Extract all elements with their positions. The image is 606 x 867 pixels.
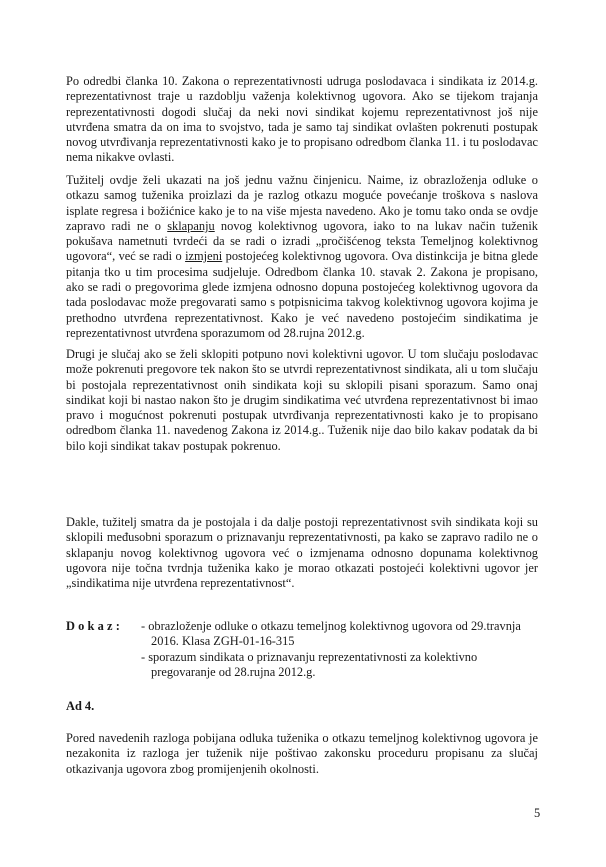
evidence-item: - obrazloženje odluke o otkazu temeljnog kolektivnog ugovora od 29.travnja 2016. Klasa ZGH-01-16-315 <box>141 619 521 649</box>
paragraph-conclusion: Dakle, tužitelj smatra da je postojala i da dalje postoji reprezentativnost svih sindikata koji su sklopili međusobni sporazum o priznavanju reprezentativnosti, pa kako se zapravo radilo ne o sklapanju novog kolektivnog ugovora već o izmjenama odnosno dopunama kolektivnog ugovora nije točna tvrdnja tuženika kako je morao otkazati postojeći kolektivni ugovor jer „sindikatima nije utvrđena reprezentativnost“. <box>66 515 538 591</box>
paragraph-important-fact <box>66 173 538 341</box>
underlined-word-sklapanju: sklapanju <box>167 218 215 233</box>
paragraph-text-part: novog kolektivnog ugovora, iako to na lukav način tuženik pokušava nametnuti tvrdeći da se radi o izradi „pročišćenog teksta Temeljnog kolektivnog ugovora“, već se radi o <box>66 218 538 264</box>
paragraph-text-part: postojećeg kolektivnog ugovora. Ova distinkcija je bitna glede pitanja tko u tim procesima sudjeluje. Odredbom članka 10. stavak 2. Zakona je propisano, ako se radi o pregovorima glede izmjena odnosno dopuna postojećeg kolektivnog ugovora da tada poslodavac može pregovarati samo s potpisnicima takvog kolektivnog ugovora kojima je prethodno utvrđena reprezentativnost. Kako je već navedeno postojećim sindikatima je reprezentativnost utvrđena sporazumom od 28.rujna 2012.g. <box>66 249 538 340</box>
evidence-item: - sporazum sindikata o priznavanju reprezentativnosti za kolektivno pregovaranje od 28.rujna 2012.g. <box>141 649 478 679</box>
paragraph-representativeness-duration: Po odredbi članka 10. Zakona o reprezentativnosti udruga poslodavaca i sindikata iz 2014.g. reprezentativnost traje u razdoblju važenja kolektivnog ugovora. Ako se tijekom trajanja reprezentativnosti dogodi slučaj da neki novi sindikat kojemu reprezentativnost još nije utvrđena smatra da on ima to svojstvo, tada je samo taj sindikat ovlašten pokrenuti postupak novog utvrđivanja reprezentativnosti kako je to propisano odredbom članka 11. i tu poslodavac nema nikakve ovlasti. <box>66 74 538 165</box>
underlined-word-izmjeni: izmjeni <box>185 249 223 264</box>
paragraph-new-agreement-case: Drugi je slučaj ako se želi sklopiti potpuno novi kolektivni ugovor. U tom slučaju poslodavac može pokrenuti pregovore tek nakon što se utvrdi reprezentativnost sindikata, ali u tom slučaju bi postojala reprezentativnost onih sindikata koji su sklopili pisani sporazum. Samo onaj sindikat koji bi nastao nakon što je drugim sindikatima već utvrđena reprezentativnost bi imao pravo i mogućnost pokrenuti postupak utvrđivanja reprezentativnosti kako je to propisano odredbom članka 11. navedenog Zakona iz 2014.g.. Tuženik nije dao bilo kakav podatak da bi bilo koji sindikat takav postupak pokrenuo. <box>66 347 538 453</box>
section-heading: Ad 4. <box>66 699 95 713</box>
page-number: 5 <box>534 806 541 820</box>
paragraph-procedure-violation: Pored navedenih razloga pobijana odluka tuženika o otkazu temeljnog kolektivnog ugovora je nezakonita iz razloga jer tuženik nije poštivao zakonsku proceduru propisanu za slučaj otkazivanja ugovora zbog promijenjenih okolnosti. <box>66 731 538 776</box>
evidence-list <box>141 619 541 680</box>
paragraph-text-part: Tužitelj ovdje želi ukazati na još jednu važnu činjenicu. Naime, iz obrazloženja odluke o otkazu samog tuženika proizlazi da je razlog otkazu moguće povećanje troškova s naslova isplate regresa i božićnice kako je to na više mjesta navedeno. Ako je tomu tako onda se ovdje zapravo radi ne o <box>66 173 538 233</box>
evidence-label: Dokaz: <box>66 619 124 633</box>
